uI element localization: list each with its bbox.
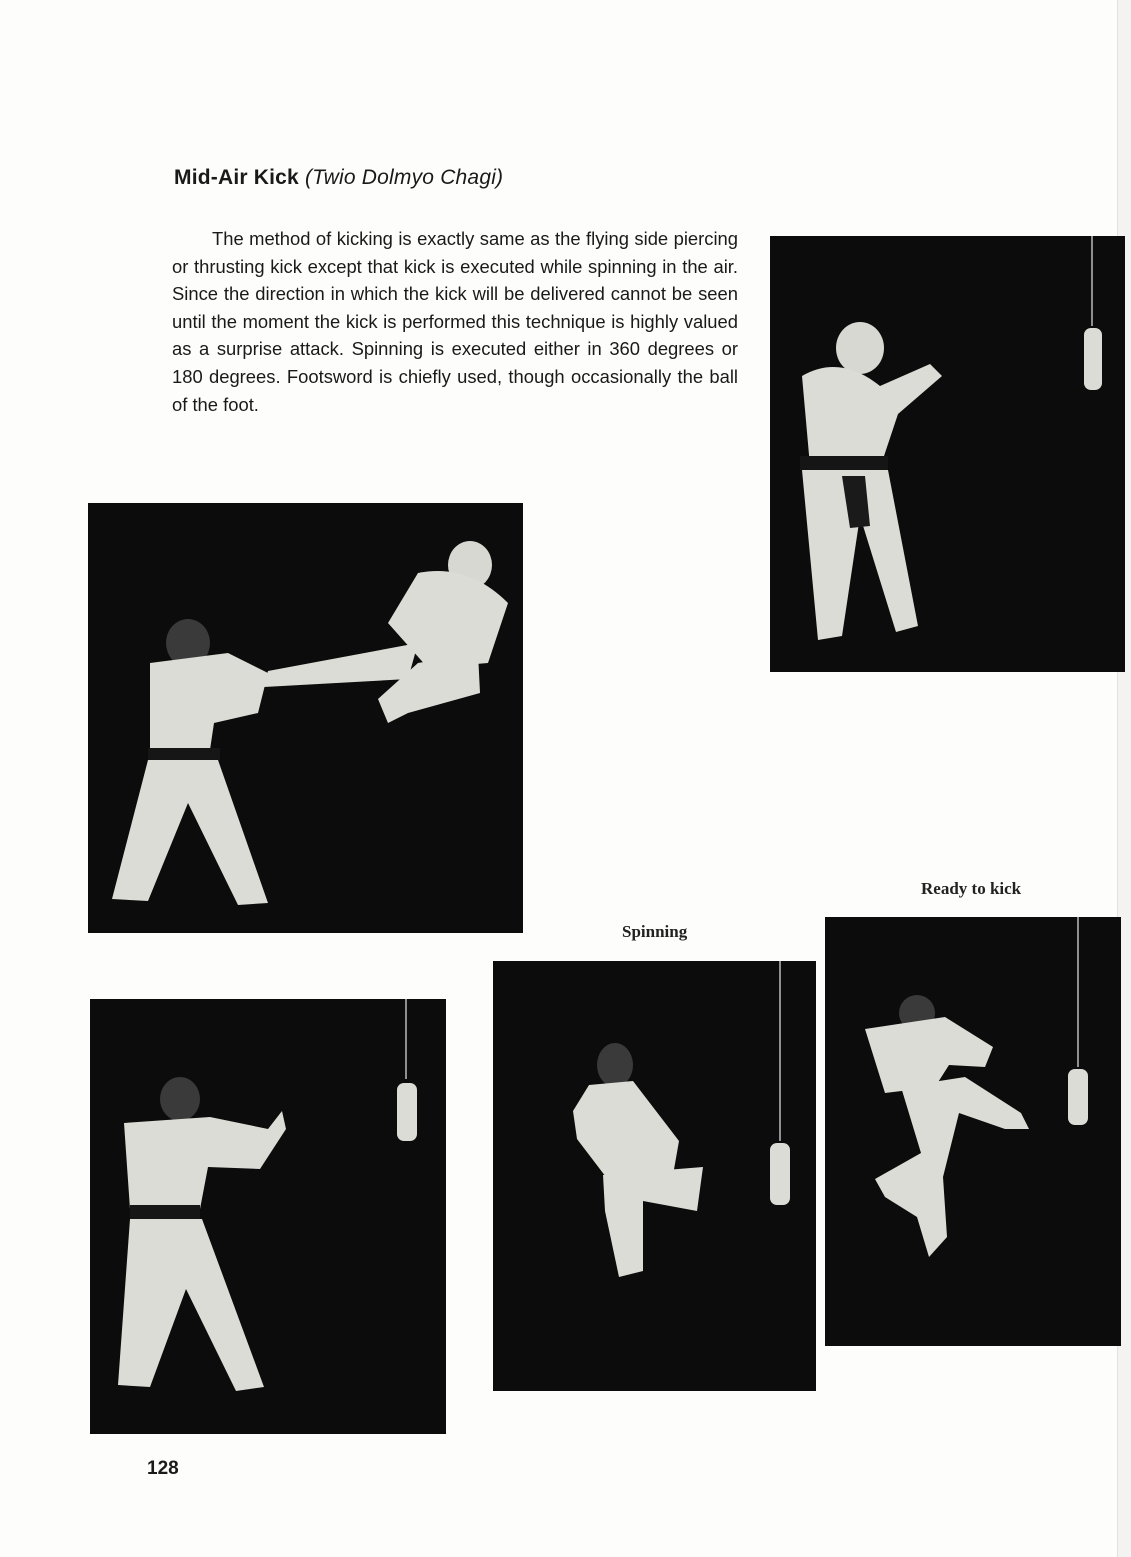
photo-stance-facing-bag bbox=[770, 236, 1125, 672]
figure-illustration bbox=[770, 236, 1125, 672]
title-main: Mid-Air Kick bbox=[174, 166, 299, 189]
page-title bbox=[174, 166, 503, 190]
photo-mid-air-kick bbox=[88, 503, 523, 933]
title-subtitle: (Twio Dolmyo Chagi) bbox=[304, 166, 504, 189]
caption-spinning: Spinning bbox=[622, 922, 688, 941]
photo-spinning bbox=[493, 961, 816, 1391]
figure-illustration bbox=[825, 917, 1121, 1346]
figure-illustration bbox=[88, 503, 523, 933]
photo-ready-to-kick bbox=[825, 917, 1121, 1346]
page-number: 128 bbox=[147, 1458, 179, 1479]
figure-illustration bbox=[493, 961, 816, 1391]
photo-back-stance bbox=[90, 999, 446, 1434]
body-paragraph: The method of kicking is exactly same as the flying side piercing or thrusting kick except that kick is executed while spinning in the air. Since the direction in which the kick will be delivered cannot be seen until the moment the kick is performed this technique is highly valued as a surprise attack. Spinning is executed either in 360 degrees or 180 degrees. Footsword is chiefly used, though occasionally the ball of the foot. bbox=[172, 228, 738, 415]
figure-illustration bbox=[90, 999, 446, 1434]
caption-ready-to-kick: Ready to kick bbox=[921, 879, 1022, 898]
